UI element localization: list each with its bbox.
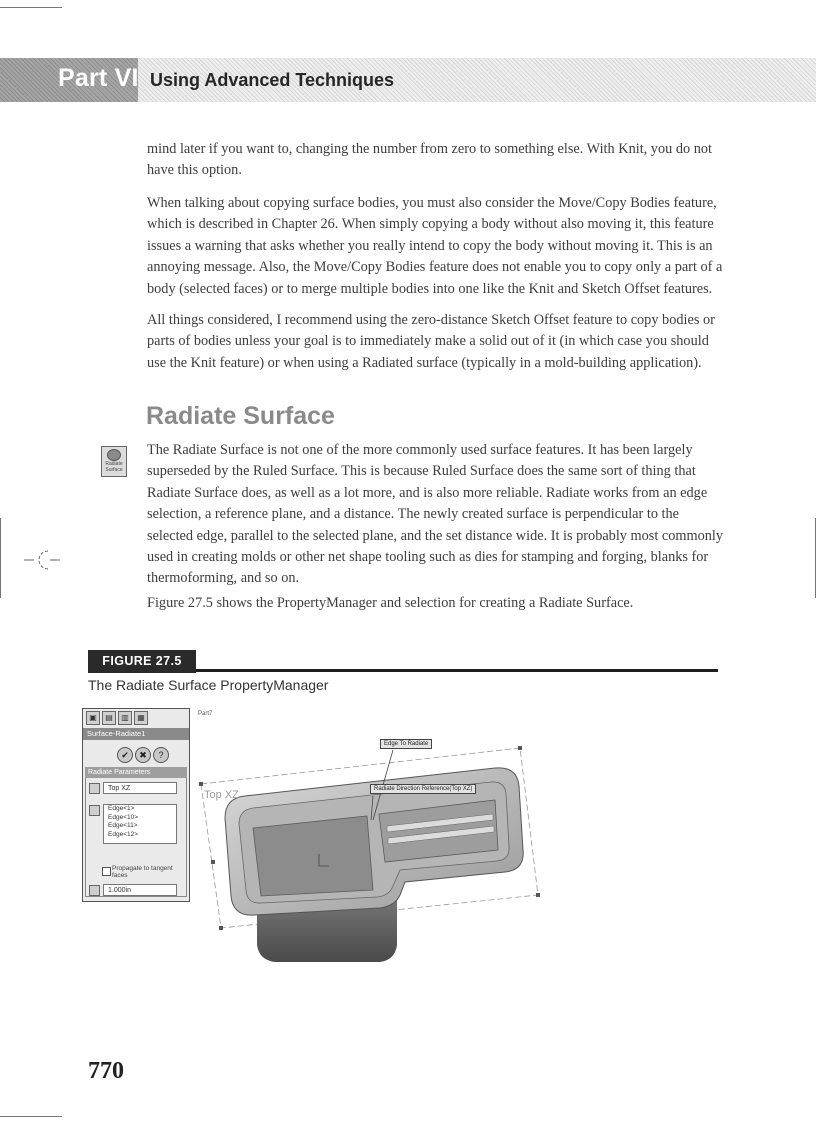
radiate-surface-icon [101, 446, 127, 477]
edge-item[interactable]: Edge<1> [108, 805, 135, 812]
figure-label: FIGURE 27.5 [102, 654, 182, 668]
figure-rule [196, 669, 718, 672]
registration-mark [22, 546, 62, 574]
distance-icon [89, 885, 100, 896]
edge-item[interactable]: Edge<12> [108, 830, 139, 838]
panel-actions [117, 747, 169, 763]
panel-tabs [86, 711, 148, 725]
cancel-button[interactable]: ✖ [135, 747, 151, 763]
running-header-title: Using Advanced Techniques [150, 70, 395, 90]
section-paragraph-1: The Radiate Surface is not one of the more commonly used surface features. It has been largely superseded by the Ruled Surface. This is because Ruled Surface does the same sort of thing that Radiate Surface does, as well as a lot more, and is also more reliable. Radiate works from an edge selection, a reference plane, and a distance. The newly created surface is perpendicular to the selected edge, parallel to the selected plane, and the set distance wide. It is probably most commonly used in creating molds or other net shape tooling such as dies for stamping and forging, blanks for thermoforming, and so on. [147, 442, 724, 587]
plane-handle[interactable] [219, 926, 223, 930]
distance-field[interactable]: 1.000in [103, 884, 177, 896]
propagate-checkbox[interactable] [102, 867, 111, 876]
figure-caption: The Radiate Surface PropertyManager [88, 677, 329, 693]
section-heading: Radiate Surface [146, 402, 335, 430]
edges-list[interactable] [103, 804, 177, 844]
plane-field[interactable]: Top XZ [103, 782, 177, 794]
dimxpert-tab-icon[interactable]: ▦ [134, 711, 148, 725]
paragraph-3: All things considered, I recommend using the zero-distance Sketch Offset feature to copy bodies or parts of bodies unless your goal is to immediately make a solid out of it (in which case you should use the Knit feature) or when using a Radiated surface (typically in a mold-building application). [147, 312, 715, 371]
feature-tree-label: Part7 [198, 711, 213, 717]
tray-big-pocket [253, 816, 373, 896]
property-manager-tab-icon[interactable]: ▤ [102, 711, 116, 725]
plane-handle[interactable] [518, 746, 522, 750]
feature-manager-tab-icon[interactable]: ▣ [86, 711, 100, 725]
edges-selection-icon [89, 805, 100, 816]
plane-handle[interactable] [199, 782, 203, 786]
reverse-direction-icon[interactable] [89, 783, 100, 794]
plane-handle[interactable] [211, 860, 215, 864]
model-viewport [195, 720, 555, 970]
radiate-direction-callout: Radiate Direction Reference(Top XZ) [370, 784, 476, 794]
plane-handle[interactable] [536, 893, 540, 897]
crop-mark-bottom-left [0, 1116, 62, 1117]
icon-label-line2: Surface [105, 467, 123, 473]
crop-mark-left [0, 518, 1, 598]
edge-item[interactable]: Edge<10> [108, 813, 139, 821]
configuration-manager-tab-icon[interactable]: ▥ [118, 711, 132, 725]
page-number: 770 [88, 1058, 124, 1084]
property-manager-panel [82, 708, 190, 902]
ok-button[interactable]: ✔ [117, 747, 133, 763]
section-paragraph-2: Figure 27.5 shows the PropertyManager and selection for creating a Radiate Surface. [147, 595, 634, 611]
help-button[interactable]: ? [153, 747, 169, 763]
paragraph-2: When talking about copying surface bodies, you must also consider the Move/Copy Bodies feature, which is described in Chapter 26. When simply copying a body without also moving it, this feature issues a warning that asks whether you really intend to copy the body without moving it. This is an annoying message. Also, the Move/Copy Bodies feature does not enable you to copy only a part of a body (selected faces) or to merge multiple bodies into one like the Knit and Sketch Offset features. [147, 195, 723, 297]
panel-title: Surface-Radiate1 [87, 729, 146, 738]
edge-to-radiate-callout: Edge To Radiate [380, 739, 432, 749]
propagate-label: Propagate to tangent faces [112, 865, 173, 879]
paragraph-1: mind later if you want to, changing the number from zero to something else. With Knit, you do not have this option. [147, 141, 712, 179]
part-label: Part VI [58, 64, 139, 92]
group-title[interactable]: Radiate Parameters [88, 769, 151, 776]
plane-label: Top XZ [204, 789, 239, 801]
icon-label-line1: Radiate [105, 461, 123, 467]
crop-mark-top-left [0, 7, 62, 8]
sphere-glyph [107, 449, 121, 461]
edge-item[interactable]: Edge<11> [108, 822, 138, 829]
